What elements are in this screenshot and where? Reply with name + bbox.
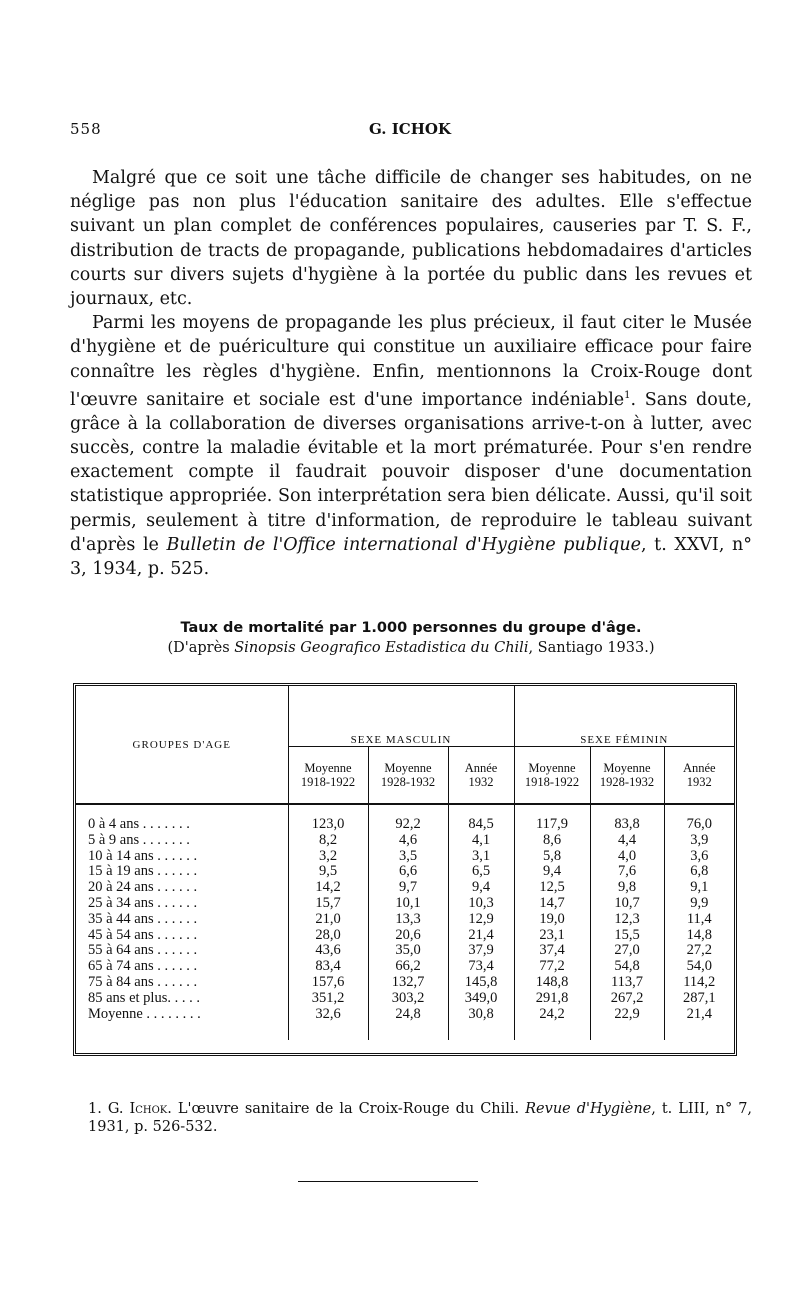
age-group-cell: 35 à 44 ans . . . . . . bbox=[88, 910, 198, 927]
rate-cell: 37,4 bbox=[514, 943, 590, 959]
table-row bbox=[76, 959, 734, 975]
rate-cell: 267,2 bbox=[590, 991, 664, 1007]
age-group-cell: 0 à 4 ans . . . . . . . bbox=[88, 816, 190, 832]
rate-cell: 9,8 bbox=[590, 880, 664, 896]
rate-cell: 20,6 bbox=[368, 928, 448, 944]
col-header: Moyenne 1918-1922 bbox=[288, 747, 368, 805]
rate-cell: 12,9 bbox=[448, 912, 514, 928]
rate-cell: 349,0 bbox=[448, 991, 514, 1007]
rate-cell: 15,7 bbox=[288, 896, 368, 912]
age-group-cell: Moyenne . . . . . . . . bbox=[88, 1005, 201, 1022]
age-group-cell: 85 ans et plus. . . . . bbox=[88, 989, 200, 1006]
rate-cell: 13,3 bbox=[368, 912, 448, 928]
rate-cell: 7,6 bbox=[590, 864, 664, 880]
rate-cell: 24,2 bbox=[514, 1007, 590, 1023]
rate-cell: 145,8 bbox=[448, 975, 514, 991]
col-header: Année 1932 bbox=[664, 747, 734, 805]
table-row bbox=[76, 864, 734, 880]
age-group-cell: 45 à 54 ans . . . . . . bbox=[88, 926, 198, 943]
rate-cell: 12,3 bbox=[590, 912, 664, 928]
age-group-cell: 65 à 74 ans . . . . . . bbox=[88, 958, 198, 975]
rate-cell: 4,0 bbox=[590, 849, 664, 865]
rate-cell: 83,8 bbox=[590, 817, 664, 833]
separator-rule bbox=[298, 1181, 478, 1182]
mortality-table-frame bbox=[73, 683, 737, 1056]
source-suffix: , Santiago 1933.) bbox=[528, 640, 655, 656]
col-header: Moyenne 1928-1932 bbox=[590, 747, 664, 805]
rate-cell: 21,4 bbox=[448, 928, 514, 944]
rate-cell: 5,8 bbox=[514, 849, 590, 865]
paragraph-1: Malgré que ce soit une tâche difficile de changer ses habitudes, on ne néglige pas non plus l'éducation sanitaire des adultes. Elle s'effectue suivant un plan complet de conférences populaires, causeries par T. S. F., distribution de tracts de propagande, publications hebdomadaires d'articles courts sur divers sujets d'hygiène à la portée du public dans les revues et journaux, etc. bbox=[70, 168, 752, 310]
rate-cell: 10,1 bbox=[368, 896, 448, 912]
rate-cell: 4,1 bbox=[448, 833, 514, 849]
rate-cell: 84,5 bbox=[448, 817, 514, 833]
rate-cell: 22,9 bbox=[590, 1007, 664, 1023]
table-row bbox=[76, 943, 734, 959]
rate-cell: 14,8 bbox=[664, 928, 734, 944]
rate-cell: 27,0 bbox=[590, 943, 664, 959]
paragraph-2-text: Parmi les moyens de propagande les plus précieux, il faut citer le Musée d'hygiène et de puériculture qui constitue un auxiliaire efficace pour faire connaître les règles d'hygiène. Enfin, mentionnons la Croix-Rouge dont l'œuvre sanitaire et sociale est d'une importance indéniable bbox=[70, 313, 752, 410]
footnote-ref: 1 bbox=[624, 389, 631, 401]
rate-cell: 54,0 bbox=[664, 959, 734, 975]
rate-cell: 3,5 bbox=[368, 849, 448, 865]
rate-cell: 32,6 bbox=[288, 1007, 368, 1023]
header-male: SEXE MASCULIN bbox=[288, 686, 514, 747]
rate-cell: 3,9 bbox=[664, 833, 734, 849]
page-number: 558 bbox=[70, 120, 102, 138]
rate-cell: 54,8 bbox=[590, 959, 664, 975]
table-row bbox=[76, 975, 734, 991]
rate-cell: 9,4 bbox=[448, 880, 514, 896]
col-header: Moyenne 1918-1922 bbox=[514, 747, 590, 805]
rate-cell: 77,2 bbox=[514, 959, 590, 975]
footnote-author-initial: G. bbox=[107, 1101, 124, 1117]
footnote-ref-text: , t. LIII, n° 7, 1931, p. 526-532. bbox=[88, 1101, 753, 1135]
rate-cell: 30,8 bbox=[448, 1007, 514, 1023]
age-group-cell: 25 à 34 ans . . . . . . bbox=[88, 894, 198, 911]
rate-cell: 35,0 bbox=[368, 943, 448, 959]
mortality-table bbox=[76, 686, 734, 1040]
rate-cell: 351,2 bbox=[288, 991, 368, 1007]
age-group-cell: 75 à 84 ans . . . . . . bbox=[88, 973, 198, 990]
rate-cell: 9,1 bbox=[664, 880, 734, 896]
rate-cell: 4,6 bbox=[368, 833, 448, 849]
col-header: Moyenne 1928-1932 bbox=[368, 747, 448, 805]
rate-cell: 27,2 bbox=[664, 943, 734, 959]
running-header bbox=[70, 120, 750, 144]
rate-cell: 157,6 bbox=[288, 975, 368, 991]
rate-cell: 123,0 bbox=[288, 817, 368, 833]
age-group-cell: 20 à 24 ans . . . . . . bbox=[88, 879, 198, 896]
table-row bbox=[76, 928, 734, 944]
rate-cell: 6,5 bbox=[448, 864, 514, 880]
table-title: Taux de mortalité par 1.000 personnes du groupe d'âge. bbox=[180, 620, 642, 636]
table-row bbox=[76, 833, 734, 849]
rate-cell: 9,7 bbox=[368, 880, 448, 896]
rate-cell: 148,8 bbox=[514, 975, 590, 991]
rate-cell: 6,8 bbox=[664, 864, 734, 880]
rate-cell: 19,0 bbox=[514, 912, 590, 928]
table-source bbox=[70, 640, 752, 656]
rate-cell: 24,8 bbox=[368, 1007, 448, 1023]
rate-cell: 21,4 bbox=[664, 1007, 734, 1023]
rate-cell: 83,4 bbox=[288, 959, 368, 975]
paragraph-2 bbox=[70, 311, 752, 581]
col-header: Année 1932 bbox=[448, 747, 514, 805]
rate-cell: 92,2 bbox=[368, 817, 448, 833]
age-group-cell: 5 à 9 ans . . . . . . . bbox=[88, 831, 190, 848]
footnote bbox=[88, 1100, 752, 1136]
table-row bbox=[76, 1007, 734, 1023]
age-group-cell: 10 à 14 ans . . . . . . bbox=[88, 847, 198, 864]
rate-cell: 37,9 bbox=[448, 943, 514, 959]
rate-cell: 8,2 bbox=[288, 833, 368, 849]
rate-cell: 14,7 bbox=[514, 896, 590, 912]
table-row bbox=[76, 912, 734, 928]
footnote-text: . L'œuvre sanitaire de la Croix-Rouge du Chili. bbox=[167, 1101, 526, 1117]
rate-cell: 10,3 bbox=[448, 896, 514, 912]
rate-cell: 117,9 bbox=[514, 817, 590, 833]
rate-cell: 76,0 bbox=[664, 817, 734, 833]
bulletin-title: Bulletin de l'Office international d'Hygiène publique bbox=[166, 534, 641, 555]
rate-cell: 8,6 bbox=[514, 833, 590, 849]
header-female: SEXE FÉMININ bbox=[514, 686, 734, 747]
rate-cell: 28,0 bbox=[288, 928, 368, 944]
rate-cell: 10,7 bbox=[590, 896, 664, 912]
rate-cell: 11,4 bbox=[664, 912, 734, 928]
table-row bbox=[76, 880, 734, 896]
rate-cell: 3,2 bbox=[288, 849, 368, 865]
rate-cell: 23,1 bbox=[514, 928, 590, 944]
paragraph-2-text-end: , t. XXVI, n° 3, 1934, p. 525. bbox=[70, 534, 753, 580]
rate-cell: 73,4 bbox=[448, 959, 514, 975]
rate-cell: 9,4 bbox=[514, 864, 590, 880]
running-author: G. ICHOK bbox=[369, 120, 451, 138]
rate-cell: 14,2 bbox=[288, 880, 368, 896]
table-row bbox=[76, 849, 734, 865]
rate-cell: 12,5 bbox=[514, 880, 590, 896]
rate-cell: 132,7 bbox=[368, 975, 448, 991]
rate-cell: 287,1 bbox=[664, 991, 734, 1007]
table-row bbox=[76, 817, 734, 833]
rate-cell: 303,2 bbox=[368, 991, 448, 1007]
rate-cell: 9,9 bbox=[664, 896, 734, 912]
source-prefix: (D'après bbox=[167, 640, 235, 656]
table-row bbox=[76, 991, 734, 1007]
body-text bbox=[70, 166, 752, 581]
paragraph-2-text-cont: . Sans doute, grâce à la collaboration de diverses organisations arrive-t-on à lutter, avec succès, contre la maladie évitable et la mort prématurée. Pour s'en rendre exactement compte il faudrait pouvoir disposer d'une documentation statistique appropriée. Son interprétation sera bien délicate. Aussi, qu'il soit permis, seulement à titre d'information, de reproduire le tableau suivant d'après le bbox=[70, 389, 752, 555]
table-caption bbox=[70, 620, 752, 656]
source-title: Sinopsis Geografico Estadistica du Chili bbox=[234, 640, 529, 656]
rate-cell: 21,0 bbox=[288, 912, 368, 928]
footnote-author: Ichok bbox=[129, 1101, 168, 1117]
age-group-cell: 15 à 19 ans . . . . . . bbox=[88, 863, 198, 880]
footnote-number: 1. bbox=[88, 1101, 102, 1117]
age-group-cell: 55 à 64 ans . . . . . . bbox=[88, 942, 198, 959]
rate-cell: 3,1 bbox=[448, 849, 514, 865]
groups-header: GROUPES D'AGE bbox=[132, 738, 231, 751]
rate-cell: 66,2 bbox=[368, 959, 448, 975]
rate-cell: 15,5 bbox=[590, 928, 664, 944]
rate-cell: 43,6 bbox=[288, 943, 368, 959]
rate-cell: 3,6 bbox=[664, 849, 734, 865]
rate-cell: 291,8 bbox=[514, 991, 590, 1007]
rate-cell: 114,2 bbox=[664, 975, 734, 991]
rate-cell: 4,4 bbox=[590, 833, 664, 849]
table-row bbox=[76, 896, 734, 912]
footnote-journal: Revue d'Hygiène bbox=[525, 1101, 652, 1117]
rate-cell: 9,5 bbox=[288, 864, 368, 880]
rate-cell: 6,6 bbox=[368, 864, 448, 880]
rate-cell: 113,7 bbox=[590, 975, 664, 991]
